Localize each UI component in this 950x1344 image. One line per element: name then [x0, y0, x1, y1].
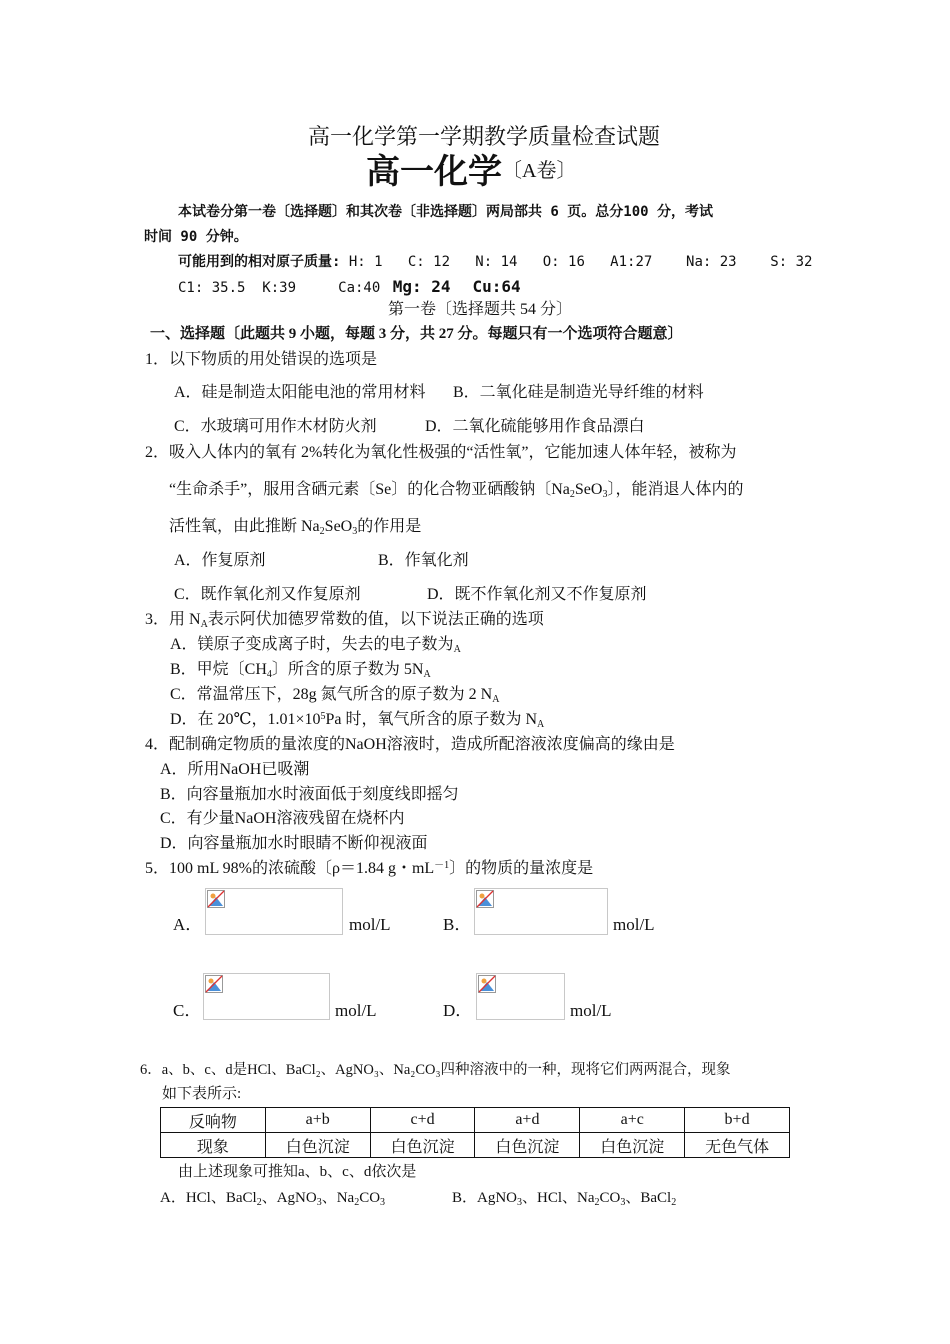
q3-option-b — [170, 662, 431, 678]
q6-option-b-text: B．AgNO — [452, 1190, 518, 1206]
intro-line-1: 本试卷分第一卷〔选择题〕和其次卷〔非选择题〕两局部共 6 页。总分100 分，考试 — [178, 204, 713, 220]
table-cell: b+d — [685, 1108, 790, 1133]
table-cell: 无色气体 — [685, 1133, 790, 1158]
table-row — [161, 1108, 790, 1133]
q5-option-b-unit: mol/L — [613, 915, 655, 934]
table-cell: 白色沉淀 — [580, 1133, 685, 1158]
table-cell: 白色沉淀 — [475, 1133, 580, 1158]
q5-option-a-label: A． — [173, 915, 203, 934]
q6-option-a-text: A．HCl、BaCl — [160, 1190, 257, 1206]
section-heading: 一、选择题〔此题共 9 小题，每题 3 分，共 27 分。每题只有一个选项符合题意〕 — [150, 326, 683, 342]
subscript: 3 — [352, 526, 358, 537]
subscript: 4 — [266, 669, 272, 680]
subscript: 2 — [354, 1197, 360, 1208]
superscript: 5 — [320, 711, 326, 722]
subscript: A — [537, 719, 545, 730]
q5-stem-text: 〕的物质的量浓度是 — [449, 860, 594, 877]
subscript: 3 — [316, 1197, 322, 1208]
q5-option-b-formula-image — [474, 888, 608, 935]
subscript: A — [453, 644, 461, 655]
intro-line-2: 时间 90 分钟。 — [144, 229, 248, 245]
q5-option-d-formula-image — [476, 973, 565, 1020]
q3-option-d-text: Pa 时，氧气所含的原子数为 N — [325, 711, 538, 728]
q3-option-c-text: C．常温常压下，28g 氮气所含的原子数为 2 N — [170, 686, 493, 703]
q6-option-b-text: CO — [599, 1190, 621, 1206]
q3-option-d — [170, 712, 544, 728]
table-cell: 现象 — [161, 1133, 266, 1158]
q3-option-a — [170, 637, 461, 653]
atomic-masses-line-1 — [178, 255, 812, 269]
q1-option-c: C．水玻璃可用作木材防火剂 — [174, 418, 377, 435]
q2-stem-line-3 — [169, 519, 421, 535]
q2-stem-text: “生命杀手”，服用含硒元素〔Se〕的化合物亚硒酸钠〔Na — [169, 481, 570, 498]
atomic-masses-values-2: C1: 35.5 K:39 Ca:40 — [178, 280, 389, 296]
table-cell: 白色沉淀 — [265, 1133, 370, 1158]
q3-stem-text: 表示阿伏加德罗常数的值，以下说法正确的选项 — [207, 611, 544, 628]
q5-stem-text: 5．100 mL 98%的浓硫酸〔ρ＝1.84 g・mL — [145, 860, 435, 877]
subscript: 3 — [602, 489, 608, 500]
q5-option-c-unit: mol/L — [335, 1001, 377, 1020]
q3-option-a-text: A．镁原子变成离子时，失去的电子数为 — [170, 636, 454, 653]
q6-stem-line-1: 6．a、b、c、d是HCl、BaCl₂、AgNO₃、Na₂CO₃四种溶液中的一种，现将它们两两混合，现象 — [140, 1062, 731, 1078]
q3-option-c — [170, 687, 499, 703]
q2-stem-line-2 — [169, 482, 743, 498]
q6-option-a — [160, 1191, 385, 1206]
subscript: A — [492, 694, 500, 705]
q5-stem — [145, 861, 593, 877]
q5-option-a-unit: mol/L — [349, 915, 391, 934]
broken-image-icon — [478, 975, 496, 993]
subscript: 3 — [620, 1197, 626, 1208]
atomic-masses-line-2 — [178, 279, 521, 295]
q1-option-d: D．二氧化硫能够用作食品漂白 — [425, 418, 645, 435]
q5-option-c-label: C． — [173, 1001, 202, 1020]
q6-option-a-text: 、Na — [321, 1190, 355, 1206]
q6-stem-line-2: 如下表所示: — [162, 1086, 242, 1102]
table-cell: c+d — [370, 1108, 475, 1133]
subscript: 2 — [569, 489, 575, 500]
subscript: 3 — [517, 1197, 523, 1208]
table-cell: 白色沉淀 — [370, 1133, 475, 1158]
q1-option-b: B．二氧化硅是制造光导纤维的材料 — [453, 384, 704, 401]
q6-inference: 由上述现象可推知a、b、c、d依次是 — [178, 1164, 417, 1180]
q6-option-a-text: CO — [359, 1190, 381, 1206]
subscript: 2 — [594, 1197, 600, 1208]
broken-image-icon — [476, 890, 494, 908]
atomic-mass-cu: Cu:64 — [472, 277, 521, 296]
q2-option-b: B．作氧化剂 — [378, 552, 469, 569]
exam-title: 高一化学第一学期教学质量检查试题 — [308, 124, 661, 149]
q4-option-c: C．有少量NaOH溶液残留在烧杯内 — [160, 810, 405, 827]
q3-stem — [145, 612, 544, 628]
q3-stem-text: 3．用 N — [145, 611, 201, 628]
q3-option-b-text: B．甲烷〔CH — [170, 661, 267, 678]
atomic-masses-label: 可能用到的相对原子质量: — [178, 254, 341, 270]
paper-version: 〔A卷〕 — [502, 160, 577, 182]
q2-stem-text: SeO — [574, 481, 603, 498]
q2-option-d: D．既不作氧化剂又不作复原剂 — [427, 586, 647, 603]
q4-option-a: A．所用NaOH已吸潮 — [160, 761, 310, 778]
part1-title-text: 第一卷 — [388, 301, 437, 318]
q5-option-d-unit: mol/L — [570, 1001, 612, 1020]
subscript: 3 — [380, 1197, 386, 1208]
q4-option-d: D．向容量瓶加水时眼睛不断仰视液面 — [160, 835, 428, 852]
q2-option-c: C．既作氧化剂又作复原剂 — [174, 586, 361, 603]
subscript: A — [423, 669, 431, 680]
broken-image-icon — [205, 975, 223, 993]
q4-option-b: B．向容量瓶加水时液面低于刻度线即摇匀 — [160, 786, 459, 803]
q5-option-d-label: D． — [443, 1001, 473, 1020]
subscript: 2 — [319, 526, 325, 537]
q2-stem-text: 〕，能消退人体内的 — [607, 481, 744, 498]
q5-option-c-formula-image — [203, 973, 330, 1020]
q5-option-b-label: B． — [443, 915, 472, 934]
table-cell: a+b — [265, 1108, 370, 1133]
q3-option-b-text: 〕所含的原子数为 5N — [271, 661, 424, 678]
subject-title — [366, 156, 576, 190]
q2-stem-text: SeO — [324, 518, 353, 535]
atomic-masses-values-1: H: 1 C: 12 N: 14 O: 16 A1:27 Na: 23 S: 32 — [348, 254, 813, 270]
table-cell: 反响物 — [161, 1108, 266, 1133]
table-cell: a+c — [580, 1108, 685, 1133]
subscript: 2 — [256, 1197, 262, 1208]
q6-option-b-text: 、HCl、Na — [522, 1190, 595, 1206]
reaction-table — [160, 1107, 790, 1158]
q3-option-d-text: D．在 20℃，1.01×10 — [170, 711, 321, 728]
q6-option-b — [452, 1191, 676, 1206]
broken-image-icon — [207, 890, 225, 908]
q2-stem-text: 的作用是 — [357, 518, 422, 535]
q1-stem: 1．以下物质的用处错误的选项是 — [145, 351, 378, 368]
atomic-mass-mg: Mg: 24 — [392, 277, 451, 296]
q2-stem-line-1: 2．吸入人体内的氧有 2%转化为氧化性极强的“活性氧”，它能加速人体年轻，被称为 — [145, 444, 737, 461]
subscript: A — [200, 619, 208, 630]
q5-option-a-formula-image — [205, 888, 343, 935]
table-row — [161, 1133, 790, 1158]
q1-option-a: A．硅是制造太阳能电池的常用材料 — [174, 384, 426, 401]
superscript: －1 — [434, 860, 450, 871]
q4-stem: 4．配制确定物质的量浓度的NaOH溶液时，造成所配溶液浓度偏高的缘由是 — [145, 736, 675, 753]
part1-title — [388, 302, 572, 318]
q6-option-a-text: 、AgNO — [261, 1190, 317, 1206]
q2-stem-text: 活性氧，由此推断 Na — [169, 518, 320, 535]
table-cell: a+d — [475, 1108, 580, 1133]
subscript: 2 — [671, 1197, 677, 1208]
subject-name: 高一化学 — [366, 154, 502, 191]
q6-option-b-text: 、BaCl — [625, 1190, 672, 1206]
q2-option-a: A．作复原剂 — [174, 552, 266, 569]
part1-title-note: 〔选择题共 54 分〕 — [436, 301, 573, 318]
